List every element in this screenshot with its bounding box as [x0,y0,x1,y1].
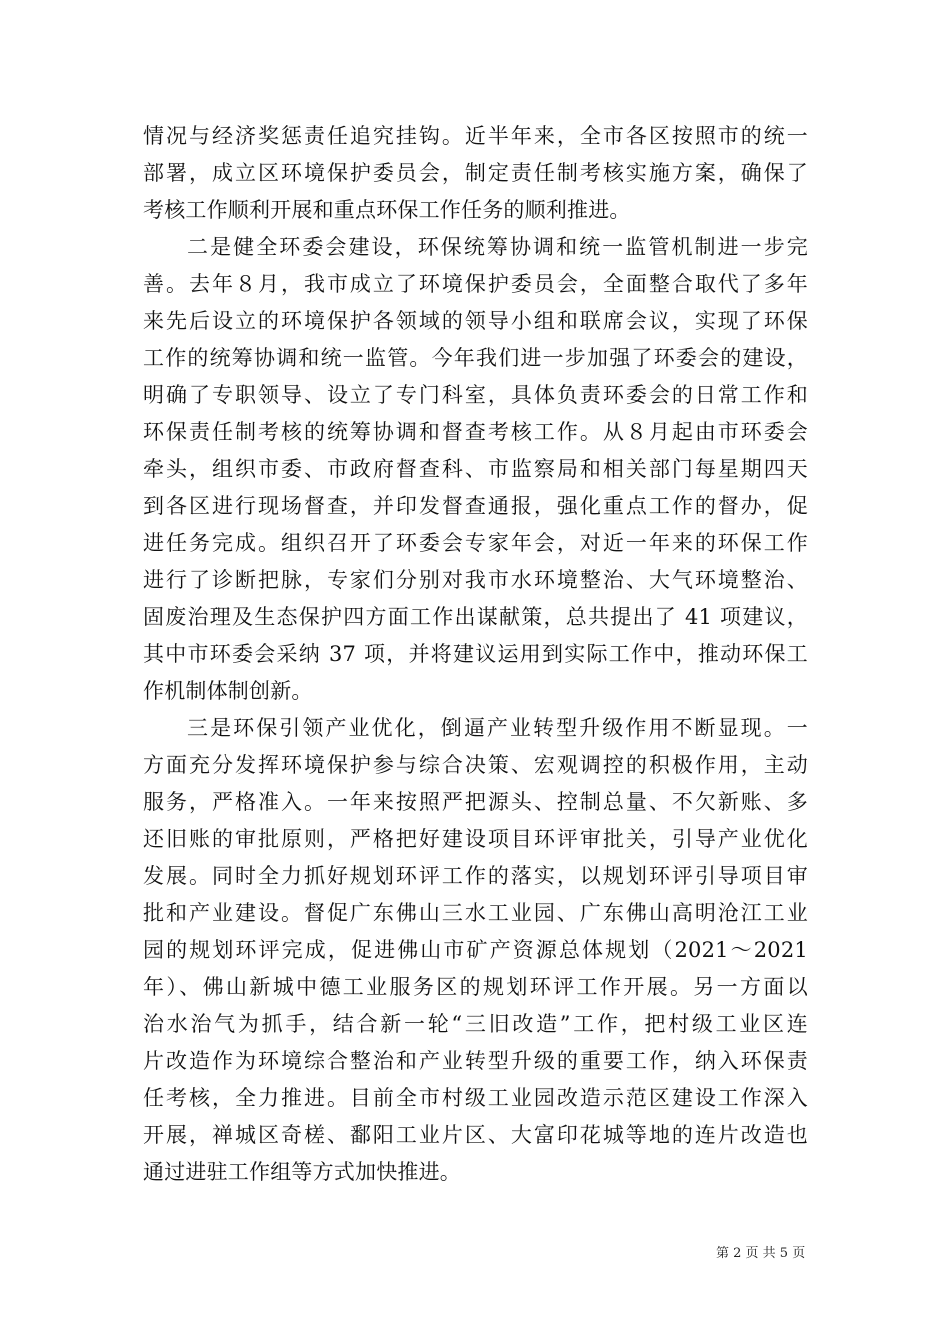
text-line: 善。去年８月，我市成立了环境保护委员会，全面整合取代了多年 [143,272,808,296]
text-line: 片改造作为环境综合整治和产业转型升级的重要工作，纳入环保责 [143,1049,808,1073]
text-line: 服务，严格准入。一年来按照严把源头、控制总量、不欠新账、多 [143,790,808,814]
document-body [143,118,808,1191]
text-line: 批和产业建设。督促广东佛山三水工业园、广东佛山高明沧江工业 [143,901,808,925]
text-line: 方面充分发挥环境保护参与综合决策、宏观调控的积极作用，主动 [143,753,808,777]
text-line: 还旧账的审批原则，严格把好建设项目环评审批关，引导产业优化 [143,827,808,851]
text-line: 环保责任制考核的统筹协调和督查考核工作。从８月起由市环委会 [143,420,808,444]
text-line: 工作的统筹协调和统一监管。今年我们进一步加强了环委会的建设， [143,346,808,370]
text-line: 部署，成立区环境保护委员会，制定责任制考核实施方案，确保了 [143,161,808,185]
text-line: 考核工作顺利开展和重点环保工作任务的顺利推进。 [143,198,631,222]
text-line: 牵头，组织市委、市政府督查科、市监察局和相关部门每星期四天 [143,457,808,481]
text-line: 作机制体制创新。 [143,679,313,703]
paragraph-1 [143,118,808,229]
text-line: 进行了诊断把脉，专家们分别对我市水环境整治、大气环境整治、 [143,568,808,592]
text-line: 来先后设立的环境保护各领域的领导小组和联席会议，实现了环保 [143,309,808,333]
text-line: 治水治气为抓手，结合新一轮“三旧改造”工作，把村级工业区连 [143,1012,808,1036]
text-line: 其中市环委会采纳 37 项，并将建议运用到实际工作中，推动环保工 [143,642,808,666]
text-line: 年）、佛山新城中德工业服务区的规划环评工作开展。另一方面以 [143,975,808,999]
text-line: 到各区进行现场督查，并印发督查通报，强化重点工作的督办，促 [143,494,808,518]
text-line: 三是环保引领产业优化，倒逼产业转型升级作用不断显现。一 [187,716,808,740]
text-line: 二是健全环委会建设，环保统筹协调和统一监管机制进一步完 [187,235,808,259]
text-line: 明确了专职领导、设立了专门科室，具体负责环委会的日常工作和 [143,383,808,407]
text-line: 开展，禅城区奇槎、鄱阳工业片区、大富印花城等地的连片改造也 [143,1123,808,1147]
text-line: 园的规划环评完成，促进佛山市矿产资源总体规划（2021～2021 [143,938,808,962]
text-line: 任考核，全力推进。目前全市村级工业园改造示范区建设工作深入 [143,1086,808,1110]
paragraph-2 [143,229,808,710]
paragraph-3 [143,710,808,1191]
page-number: 第 2 页 共 5 页 [716,1246,806,1261]
text-line: 进任务完成。组织召开了环委会专家年会，对近一年来的环保工作 [143,531,808,555]
text-line: 固废治理及生态保护四方面工作出谋献策，总共提出了 41 项建议， [143,605,808,629]
text-line: 通过进驻工作组等方式加快推进。 [143,1160,461,1184]
text-line: 发展。同时全力抓好规划环评工作的落实，以规划环评引导项目审 [143,864,808,888]
text-line: 情况与经济奖惩责任追究挂钩。近半年来，全市各区按照市的统一 [143,124,808,148]
